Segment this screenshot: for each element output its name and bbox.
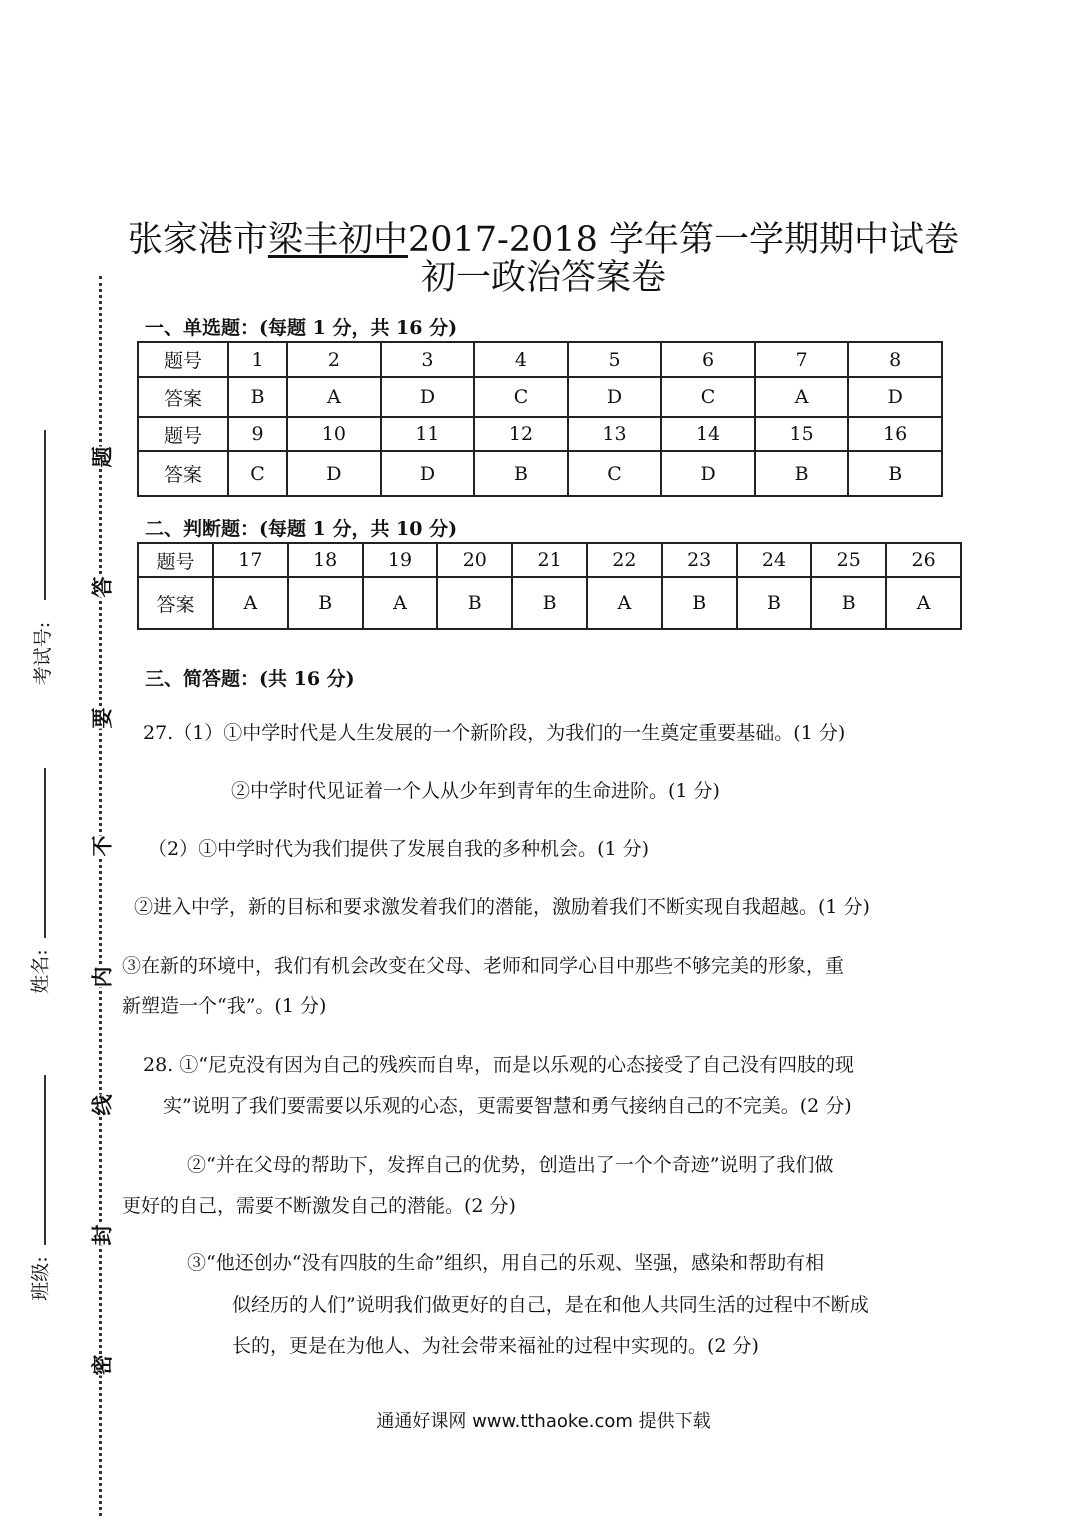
question-number: 18 bbox=[288, 543, 363, 577]
row-label: 答案 bbox=[138, 451, 228, 496]
q27-line-6: 新塑造一个“我”。(1 分) bbox=[122, 995, 327, 1017]
school-name: 梁丰初中 bbox=[267, 220, 408, 260]
binding-char-ti: 题 bbox=[87, 447, 117, 468]
question-number: 23 bbox=[662, 543, 737, 577]
answer-cell: D bbox=[287, 451, 381, 496]
question-number: 12 bbox=[474, 417, 568, 451]
answer-cell: C bbox=[474, 377, 568, 417]
answer-cell: B bbox=[437, 577, 512, 629]
table-row bbox=[138, 377, 942, 417]
question-number: 17 bbox=[213, 543, 288, 577]
question-number: 10 bbox=[287, 417, 381, 451]
page-title: 张家港市梁丰初中2017-2018 学年第一学期期中试卷 bbox=[127, 220, 960, 260]
section2-table bbox=[137, 542, 962, 630]
answer-cell: A bbox=[213, 577, 288, 629]
answer-cell: B bbox=[512, 577, 587, 629]
binding-char-xian: 线 bbox=[87, 1095, 117, 1116]
row-label: 题号 bbox=[138, 417, 228, 451]
answer-cell: D bbox=[661, 451, 755, 496]
section1-heading: 一、单选题：(每题 1 分，共 16 分) bbox=[145, 317, 458, 339]
binding-char-yao: 要 bbox=[87, 708, 117, 729]
section2-heading: 二、判断题：(每题 1 分，共 10 分) bbox=[145, 518, 458, 540]
question-number: 16 bbox=[848, 417, 942, 451]
question-number: 20 bbox=[437, 543, 512, 577]
answer-cell: D bbox=[381, 377, 475, 417]
answer-cell: C bbox=[568, 451, 662, 496]
question-number: 3 bbox=[381, 342, 475, 377]
exam-no-line bbox=[44, 430, 46, 600]
row-label: 题号 bbox=[138, 342, 228, 377]
answer-cell: A bbox=[886, 577, 961, 629]
question-number: 4 bbox=[474, 342, 568, 377]
question-number: 14 bbox=[661, 417, 755, 451]
q27-line-5: ③在新的环境中，我们有机会改变在父母、老师和同学心目中那些不够完美的形象，重 bbox=[122, 955, 845, 977]
q28-line-1: 28. ①“尼克没有因为自己的残疾而自卑，而是以乐观的心态接受了自己没有四肢的现 bbox=[143, 1054, 854, 1076]
question-number: 7 bbox=[755, 342, 849, 377]
q27-line-1: 27.（1）①中学时代是人生发展的一个新阶段，为我们的一生奠定重要基础。(1 分) bbox=[143, 722, 846, 744]
question-number: 13 bbox=[568, 417, 662, 451]
answer-cell: B bbox=[755, 451, 849, 496]
row-label: 答案 bbox=[138, 577, 213, 629]
answer-cell: B bbox=[848, 451, 942, 496]
binding-char-nei: 内 bbox=[87, 967, 117, 988]
question-number: 2 bbox=[287, 342, 381, 377]
answer-cell: D bbox=[381, 451, 475, 496]
answer-cell: C bbox=[661, 377, 755, 417]
question-number: 24 bbox=[737, 543, 812, 577]
section3-heading: 三、简答题：(共 16 分) bbox=[145, 668, 355, 690]
section1-table bbox=[137, 341, 943, 497]
footer-text: 通通好课网 www.tthaoke.com 提供下载 bbox=[376, 1411, 711, 1432]
q27-line-4: ②进入中学，新的目标和要求激发着我们的潜能，激励着我们不断实现自我超越。(1 分) bbox=[134, 896, 870, 918]
question-number: 19 bbox=[363, 543, 438, 577]
exam-no-label: 考试号: bbox=[32, 621, 55, 686]
q27-line-2: ②中学时代见证着一个人从少年到青年的生命进阶。(1 分) bbox=[231, 780, 720, 802]
answer-cell: D bbox=[848, 377, 942, 417]
question-number: 26 bbox=[886, 543, 961, 577]
answer-cell: B bbox=[811, 577, 886, 629]
row-label: 题号 bbox=[138, 543, 213, 577]
question-number: 1 bbox=[228, 342, 287, 377]
table-row bbox=[138, 451, 942, 496]
binding-char-bu: 不 bbox=[87, 836, 117, 857]
table-row bbox=[138, 342, 942, 377]
q28-line-2: 实”说明了我们要需要以乐观的心态，更需要智慧和勇气接纳自己的不完美。(2 分) bbox=[163, 1095, 852, 1117]
table-row bbox=[138, 543, 961, 577]
answer-cell: B bbox=[288, 577, 363, 629]
question-number: 15 bbox=[755, 417, 849, 451]
q28-line-4: 更好的自己，需要不断激发自己的潜能。(2 分) bbox=[122, 1195, 516, 1217]
q27-line-3: （2）①中学时代为我们提供了发展自我的多种机会。(1 分) bbox=[148, 838, 650, 860]
answer-cell: A bbox=[363, 577, 438, 629]
answer-cell: C bbox=[228, 451, 287, 496]
name-label: 姓名: bbox=[29, 949, 52, 994]
answer-cell: B bbox=[737, 577, 812, 629]
q28-line-7: 长的，更是在为他人、为社会带来福祉的过程中实现的。(2 分) bbox=[232, 1335, 759, 1357]
answer-cell: B bbox=[474, 451, 568, 496]
page-subtitle: 初一政治答案卷 bbox=[420, 258, 666, 298]
q28-line-6: 似经历的人们”说明我们做更好的自己，是在和他人共同生活的过程中不断成 bbox=[232, 1294, 869, 1316]
binding-char-mi: 密 bbox=[87, 1355, 117, 1376]
name-line bbox=[44, 768, 46, 938]
answer-cell: B bbox=[228, 377, 287, 417]
answer-cell: A bbox=[587, 577, 662, 629]
answer-cell: A bbox=[287, 377, 381, 417]
answer-cell: A bbox=[755, 377, 849, 417]
question-number: 11 bbox=[381, 417, 475, 451]
answer-cell: B bbox=[662, 577, 737, 629]
question-number: 21 bbox=[512, 543, 587, 577]
question-number: 25 bbox=[811, 543, 886, 577]
question-number: 22 bbox=[587, 543, 662, 577]
question-number: 8 bbox=[848, 342, 942, 377]
binding-char-da: 答 bbox=[87, 577, 117, 598]
answer-cell: D bbox=[568, 377, 662, 417]
q28-line-5: ③“他还创办“没有四肢的生命”组织，用自己的乐观、坚强，感染和帮助有相 bbox=[187, 1252, 825, 1274]
question-number: 9 bbox=[228, 417, 287, 451]
row-label: 答案 bbox=[138, 377, 228, 417]
binding-char-feng: 封 bbox=[87, 1225, 117, 1246]
table-row bbox=[138, 417, 942, 451]
question-number: 6 bbox=[661, 342, 755, 377]
class-label: 班级: bbox=[29, 1256, 52, 1301]
class-line bbox=[44, 1075, 46, 1245]
table-row bbox=[138, 577, 961, 629]
q28-line-3: ②“并在父母的帮助下，发挥自己的优势，创造出了一个个奇迹”说明了我们做 bbox=[187, 1154, 834, 1176]
question-number: 5 bbox=[568, 342, 662, 377]
